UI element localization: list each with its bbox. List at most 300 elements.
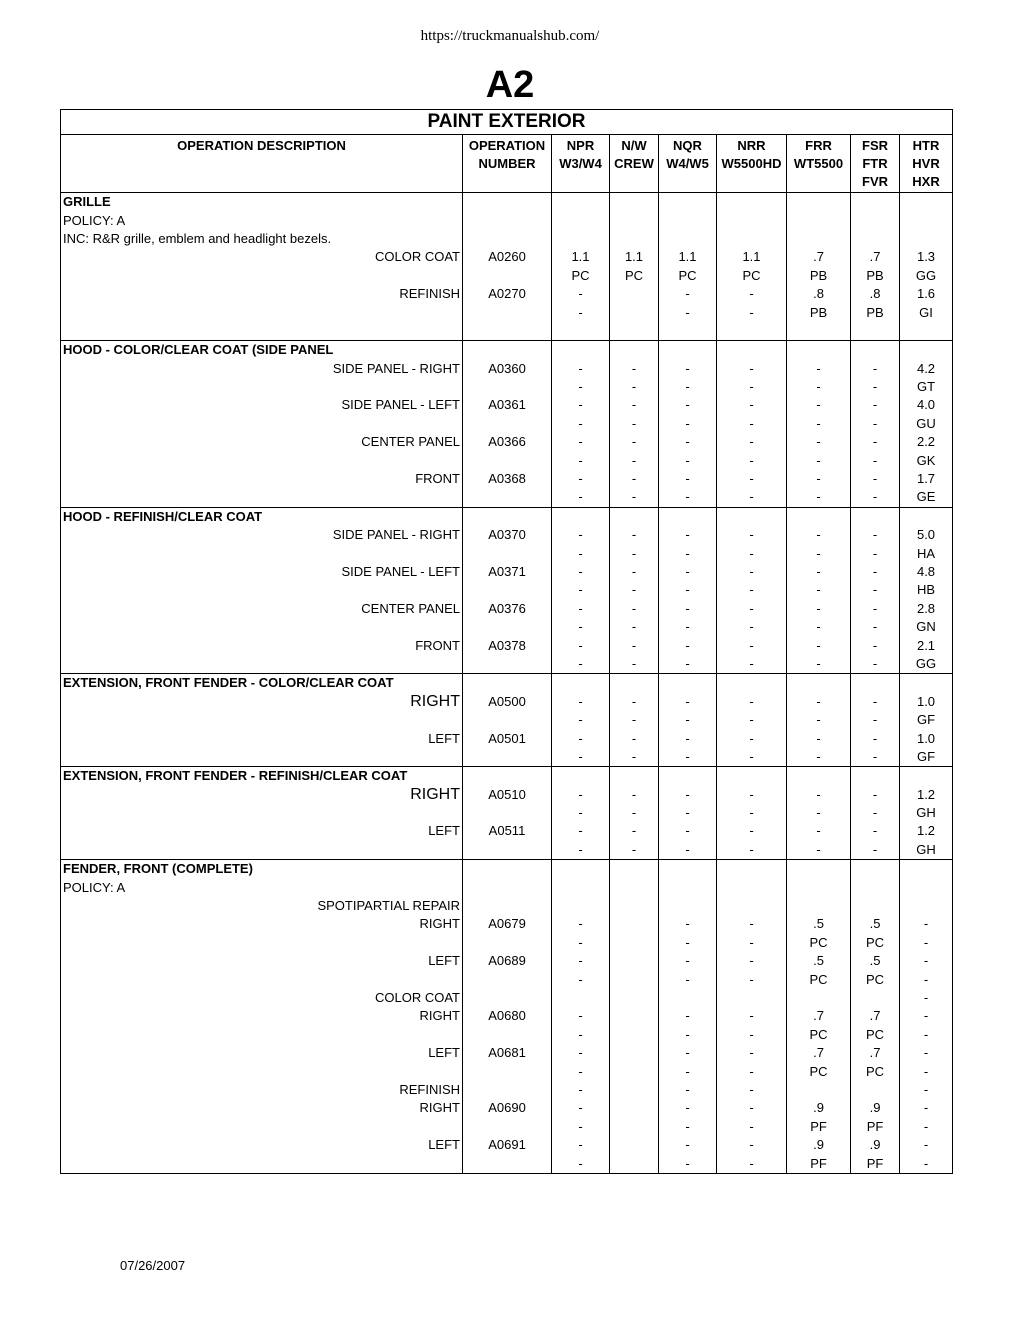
labor-time-cell	[900, 211, 953, 229]
labor-time-cell: -	[552, 915, 610, 933]
labor-time-cell: -	[659, 822, 717, 840]
operation-number	[463, 655, 552, 674]
labor-time-cell: -	[610, 470, 659, 488]
labor-time-cell: -	[610, 415, 659, 433]
table-row	[61, 822, 953, 840]
table-row	[61, 786, 953, 804]
operation-number: A0511	[463, 822, 552, 840]
operation-description: COLOR COAT	[61, 989, 463, 1007]
labor-time-cell: -	[851, 396, 900, 414]
table-row	[61, 952, 953, 970]
labor-time-cell	[851, 767, 900, 786]
operation-number: A0689	[463, 952, 552, 970]
column-header-line: HXR	[912, 174, 940, 189]
labor-time-cell: 4.2	[900, 360, 953, 378]
labor-time-cell: -	[851, 618, 900, 636]
operation-description: LEFT	[61, 822, 463, 840]
labor-time-cell	[610, 952, 659, 970]
labor-time-cell: PB	[787, 267, 851, 285]
labor-time-cell	[659, 878, 717, 896]
labor-time-cell: -	[900, 915, 953, 933]
table-row	[61, 470, 953, 488]
labor-time-cell: -	[851, 729, 900, 747]
column-header-line: W4/W5	[666, 156, 709, 171]
labor-time-cell: PC	[851, 1062, 900, 1080]
table-row	[61, 1062, 953, 1080]
labor-time-cell	[610, 897, 659, 915]
column-header-line: OPERATION DESCRIPTION	[177, 138, 346, 153]
labor-time-cell: GG	[900, 267, 953, 285]
labor-time-cell	[717, 674, 787, 693]
column-header	[717, 135, 787, 193]
labor-time-cell: -	[717, 822, 787, 840]
table-row	[61, 433, 953, 451]
operation-description	[61, 1118, 463, 1136]
labor-time-cell	[610, 507, 659, 526]
labor-time-cell: GT	[900, 378, 953, 396]
footer-date: 07/26/2007	[120, 1258, 186, 1273]
operation-description	[61, 748, 463, 767]
labor-time-cell	[900, 341, 953, 360]
labor-time-cell: -	[552, 563, 610, 581]
labor-time-cell: -	[552, 433, 610, 451]
labor-time-cell	[851, 322, 900, 341]
operation-number	[463, 1026, 552, 1044]
operation-number: A0360	[463, 360, 552, 378]
operation-number: A0260	[463, 248, 552, 266]
labor-time-cell	[900, 767, 953, 786]
table-row	[61, 378, 953, 396]
labor-time-cell	[900, 507, 953, 526]
operation-description: COLOR COAT	[61, 248, 463, 266]
labor-time-cell: -	[610, 544, 659, 562]
labor-time-cell: -	[610, 786, 659, 804]
labor-time-cell: 1.1	[717, 248, 787, 266]
labor-time-cell: -	[659, 285, 717, 303]
labor-time-cell: -	[552, 600, 610, 618]
labor-time-cell	[659, 230, 717, 248]
labor-time-cell: -	[610, 488, 659, 507]
labor-time-cell: -	[552, 952, 610, 970]
labor-time-cell	[900, 322, 953, 341]
labor-time-cell: -	[659, 934, 717, 952]
labor-time-cell: PF	[851, 1118, 900, 1136]
column-header-line: W3/W4	[559, 156, 602, 171]
labor-time-cell: .8	[787, 285, 851, 303]
operation-description: RIGHT	[61, 786, 463, 804]
column-header-line: FRR	[805, 138, 832, 153]
labor-time-cell: PC	[659, 267, 717, 285]
labor-time-cell: -	[659, 655, 717, 674]
labor-time-cell: -	[552, 841, 610, 860]
operation-number	[463, 674, 552, 693]
labor-time-cell: -	[659, 1026, 717, 1044]
labor-time-cell: .7	[851, 248, 900, 266]
table-body	[61, 193, 953, 1174]
labor-time-cell: -	[900, 1118, 953, 1136]
labor-time-cell	[851, 211, 900, 229]
labor-time-cell: 1.7	[900, 470, 953, 488]
column-header-line: OPERATION	[468, 138, 546, 153]
labor-time-cell: GF	[900, 711, 953, 729]
table-row	[61, 526, 953, 544]
labor-time-cell: -	[900, 1099, 953, 1117]
operation-description: SIDE PANEL - LEFT	[61, 396, 463, 414]
labor-time-cell: -	[659, 804, 717, 822]
labor-time-cell	[552, 230, 610, 248]
labor-time-cell	[610, 767, 659, 786]
labor-time-cell: -	[787, 396, 851, 414]
labor-time-cell: 1.3	[900, 248, 953, 266]
labor-time-cell: -	[851, 822, 900, 840]
labor-time-cell	[659, 322, 717, 341]
table-row	[61, 267, 953, 285]
operation-number: A0501	[463, 729, 552, 747]
labor-time-cell: -	[717, 600, 787, 618]
labor-time-cell: -	[610, 378, 659, 396]
labor-time-cell: 1.1	[610, 248, 659, 266]
labor-time-cell: 5.0	[900, 526, 953, 544]
labor-time-cell	[610, 1044, 659, 1062]
labor-time-cell	[610, 1062, 659, 1080]
labor-time-cell: -	[552, 748, 610, 767]
labor-time-cell: -	[659, 526, 717, 544]
labor-time-cell	[900, 860, 953, 879]
labor-time-cell	[717, 860, 787, 879]
labor-time-cell: -	[787, 655, 851, 674]
table-row	[61, 841, 953, 860]
operation-description	[61, 303, 463, 321]
labor-time-cell: -	[717, 581, 787, 599]
labor-time-cell: -	[552, 1154, 610, 1173]
labor-time-cell: -	[717, 303, 787, 321]
labor-time-cell: -	[787, 748, 851, 767]
column-header-line: FVR	[862, 174, 888, 189]
column-header	[659, 135, 717, 193]
operation-number: A0378	[463, 636, 552, 654]
labor-time-cell: -	[851, 804, 900, 822]
table-row	[61, 1044, 953, 1062]
operation-number	[463, 230, 552, 248]
labor-time-cell: .7	[787, 248, 851, 266]
table-row	[61, 860, 953, 879]
labor-time-cell	[787, 767, 851, 786]
labor-time-cell: -	[610, 822, 659, 840]
operation-description: REFINISH	[61, 285, 463, 303]
labor-time-cell: -	[717, 655, 787, 674]
labor-time-cell: -	[787, 711, 851, 729]
column-header-line: NUMBER	[478, 156, 536, 171]
table-row	[61, 674, 953, 693]
operation-number: A0270	[463, 285, 552, 303]
labor-time-cell: -	[851, 581, 900, 599]
labor-time-cell: PC	[851, 934, 900, 952]
labor-time-cell	[610, 230, 659, 248]
labor-time-cell: -	[717, 544, 787, 562]
operation-description: HOOD - REFINISH/CLEAR COAT	[61, 507, 463, 526]
labor-time-cell: -	[717, 711, 787, 729]
operation-description	[61, 415, 463, 433]
column-header	[900, 135, 953, 193]
labor-time-cell: -	[717, 526, 787, 544]
operation-description: LEFT	[61, 1136, 463, 1154]
labor-time-cell: -	[610, 636, 659, 654]
operation-number: A0368	[463, 470, 552, 488]
table-row	[61, 451, 953, 469]
labor-time-cell: -	[552, 1026, 610, 1044]
operation-description	[61, 267, 463, 285]
labor-time-cell: -	[552, 1044, 610, 1062]
labor-time-cell: -	[851, 748, 900, 767]
table-row	[61, 1007, 953, 1025]
labor-time-cell: -	[552, 729, 610, 747]
operation-description: SPOTIPARTIAL REPAIR	[61, 897, 463, 915]
operation-number	[463, 378, 552, 396]
labor-time-cell: -	[659, 451, 717, 469]
table-row	[61, 729, 953, 747]
labor-time-cell	[659, 507, 717, 526]
operation-number	[463, 1062, 552, 1080]
labor-time-cell: -	[851, 433, 900, 451]
labor-time-cell: -	[851, 360, 900, 378]
labor-time-cell: -	[659, 841, 717, 860]
labor-time-cell	[552, 878, 610, 896]
labor-time-cell	[552, 507, 610, 526]
labor-time-cell: -	[787, 470, 851, 488]
labor-time-cell: -	[552, 822, 610, 840]
labor-time-cell: 2.2	[900, 433, 953, 451]
labor-time-cell: -	[900, 1044, 953, 1062]
labor-time-cell: -	[717, 1154, 787, 1173]
labor-time-cell: -	[659, 378, 717, 396]
labor-time-cell	[610, 303, 659, 321]
operation-number	[463, 581, 552, 599]
labor-time-cell: -	[717, 488, 787, 507]
labor-time-cell: HA	[900, 544, 953, 562]
operation-number	[463, 267, 552, 285]
labor-time-cell: -	[717, 285, 787, 303]
labor-time-cell	[552, 193, 610, 212]
labor-time-cell	[610, 211, 659, 229]
operation-number: A0679	[463, 915, 552, 933]
labor-time-cell: PB	[851, 303, 900, 321]
table-row	[61, 285, 953, 303]
labor-time-cell	[900, 230, 953, 248]
labor-time-cell: 4.0	[900, 396, 953, 414]
table-row	[61, 230, 953, 248]
labor-time-cell: -	[659, 636, 717, 654]
labor-time-cell	[610, 674, 659, 693]
labor-time-cell	[787, 507, 851, 526]
labor-time-cell	[900, 674, 953, 693]
labor-time-cell: -	[717, 970, 787, 988]
labor-time-cell: .9	[787, 1136, 851, 1154]
table-title-row	[61, 110, 953, 135]
labor-time-cell	[659, 193, 717, 212]
labor-time-cell	[900, 897, 953, 915]
labor-time-cell: GN	[900, 618, 953, 636]
operation-number	[463, 804, 552, 822]
labor-time-cell: 1.6	[900, 285, 953, 303]
labor-time-cell	[787, 989, 851, 1007]
labor-time-cell: -	[787, 600, 851, 618]
table-row	[61, 544, 953, 562]
operation-number: A0691	[463, 1136, 552, 1154]
table-row	[61, 934, 953, 952]
labor-time-cell: -	[787, 360, 851, 378]
operation-number	[463, 211, 552, 229]
table-row	[61, 563, 953, 581]
operation-description	[61, 970, 463, 988]
labor-time-cell	[610, 860, 659, 879]
labor-time-cell: -	[552, 970, 610, 988]
labor-time-cell	[610, 878, 659, 896]
labor-time-cell: -	[717, 618, 787, 636]
labor-time-cell	[851, 860, 900, 879]
labor-time-cell: -	[659, 786, 717, 804]
operation-description: CENTER PANEL	[61, 600, 463, 618]
table-row	[61, 1099, 953, 1117]
labor-time-cell: -	[659, 693, 717, 711]
column-header-line: NPR	[566, 138, 595, 153]
labor-time-cell: -	[610, 396, 659, 414]
labor-time-cell: -	[552, 360, 610, 378]
operation-description	[61, 451, 463, 469]
table-row	[61, 396, 953, 414]
labor-time-cell	[787, 211, 851, 229]
labor-time-cell: -	[659, 1007, 717, 1025]
operation-number	[463, 860, 552, 879]
column-header	[787, 135, 851, 193]
labor-time-cell	[610, 934, 659, 952]
operation-description: INC: R&R grille, emblem and headlight bezels.	[61, 230, 463, 248]
operation-number	[463, 841, 552, 860]
labor-time-cell: -	[552, 451, 610, 469]
labor-time-cell: -	[717, 786, 787, 804]
labor-time-cell: -	[659, 1136, 717, 1154]
labor-time-cell: -	[787, 786, 851, 804]
labor-time-cell: -	[552, 285, 610, 303]
labor-time-cell: 1.0	[900, 693, 953, 711]
labor-time-cell: GU	[900, 415, 953, 433]
labor-time-cell: 1.1	[659, 248, 717, 266]
table-row	[61, 360, 953, 378]
labor-time-cell	[610, 1136, 659, 1154]
labor-time-cell: GH	[900, 841, 953, 860]
labor-time-cell: -	[717, 360, 787, 378]
labor-time-cell: -	[900, 1154, 953, 1173]
operation-description	[61, 655, 463, 674]
operation-number	[463, 451, 552, 469]
labor-time-cell: -	[659, 600, 717, 618]
operation-description	[61, 934, 463, 952]
labor-time-cell: PB	[851, 267, 900, 285]
labor-time-cell: -	[610, 655, 659, 674]
labor-time-cell: -	[851, 378, 900, 396]
operation-description: LEFT	[61, 952, 463, 970]
table-row	[61, 415, 953, 433]
labor-time-cell	[552, 322, 610, 341]
labor-time-cell	[610, 193, 659, 212]
labor-time-cell	[851, 1081, 900, 1099]
table-row	[61, 1026, 953, 1044]
labor-time-cell	[659, 860, 717, 879]
labor-time-cell: -	[552, 470, 610, 488]
labor-time-cell: -	[552, 581, 610, 599]
labor-time-cell: -	[787, 693, 851, 711]
labor-time-cell	[610, 322, 659, 341]
labor-time-cell: -	[659, 360, 717, 378]
labor-time-cell	[610, 1026, 659, 1044]
labor-time-cell	[717, 230, 787, 248]
labor-time-cell: -	[610, 618, 659, 636]
operation-description: SIDE PANEL - RIGHT	[61, 526, 463, 544]
labor-time-cell: -	[787, 581, 851, 599]
labor-time-cell: -	[659, 1154, 717, 1173]
labor-time-cell	[851, 230, 900, 248]
labor-time-cell: -	[552, 1136, 610, 1154]
operation-description: FRONT	[61, 636, 463, 654]
labor-time-cell	[552, 674, 610, 693]
labor-time-cell: -	[552, 1081, 610, 1099]
labor-time-cell: -	[552, 934, 610, 952]
labor-time-cell: -	[787, 488, 851, 507]
labor-time-cell: -	[552, 1099, 610, 1117]
operation-number: A0371	[463, 563, 552, 581]
operation-number	[463, 507, 552, 526]
labor-time-cell: .7	[787, 1044, 851, 1062]
table-row	[61, 804, 953, 822]
labor-time-cell: -	[552, 378, 610, 396]
column-header-line: HTR	[912, 138, 940, 153]
labor-time-cell: -	[900, 1136, 953, 1154]
labor-time-cell: -	[717, 1099, 787, 1117]
labor-time-cell: -	[900, 1007, 953, 1025]
table-row	[61, 636, 953, 654]
labor-time-cell	[610, 1118, 659, 1136]
operation-number	[463, 544, 552, 562]
labor-time-cell: PF	[851, 1154, 900, 1173]
column-header	[851, 135, 900, 193]
table-row	[61, 193, 953, 212]
labor-time-cell: GH	[900, 804, 953, 822]
labor-time-cell: PC	[787, 1062, 851, 1080]
operation-number	[463, 934, 552, 952]
labor-time-cell: -	[552, 804, 610, 822]
operation-description: POLICY: A	[61, 211, 463, 229]
labor-time-cell: -	[552, 488, 610, 507]
labor-time-cell: -	[787, 451, 851, 469]
labor-time-cell: -	[717, 841, 787, 860]
labor-time-cell	[552, 860, 610, 879]
operation-description	[61, 804, 463, 822]
labor-time-cell: PC	[552, 267, 610, 285]
table-row	[61, 915, 953, 933]
labor-time-cell	[610, 341, 659, 360]
labor-time-cell	[900, 193, 953, 212]
labor-time-cell: -	[659, 488, 717, 507]
operation-number: A0361	[463, 396, 552, 414]
operation-description	[61, 1026, 463, 1044]
operation-number: A0690	[463, 1099, 552, 1117]
operation-description: CENTER PANEL	[61, 433, 463, 451]
labor-time-cell: GE	[900, 488, 953, 507]
labor-time-table	[60, 109, 953, 1174]
table-row	[61, 211, 953, 229]
labor-time-cell: .8	[851, 285, 900, 303]
labor-time-cell: -	[552, 1118, 610, 1136]
operation-description: FRONT	[61, 470, 463, 488]
